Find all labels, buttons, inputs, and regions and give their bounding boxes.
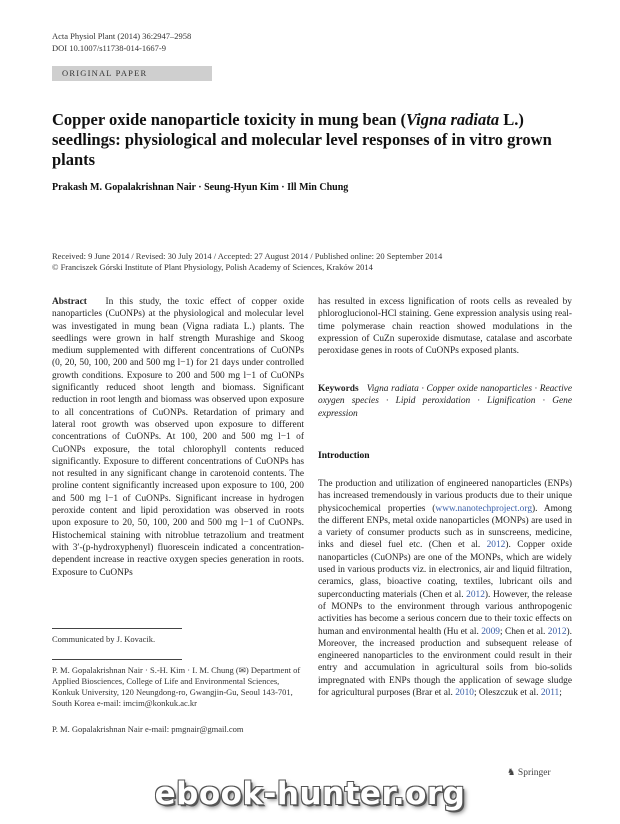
introduction-heading: Introduction — [318, 451, 370, 461]
intro-link-nanotech[interactable]: www.nanotechproject.org — [435, 503, 533, 514]
footnote-divider — [52, 659, 182, 660]
intro-link-ref[interactable]: 2012 — [486, 540, 506, 551]
intro-link-ref[interactable]: 2012 — [466, 589, 485, 600]
intro-text: The production and utilization of engineered nanoparticles (ENPs) has increased tremendously in various products due to their unique physicochemical properties ( — [318, 479, 572, 514]
intro-text: ; — [559, 688, 562, 699]
abstract-left-column — [52, 296, 304, 579]
title-italic: Vigna radiata — [406, 110, 500, 129]
publication-dates — [52, 251, 572, 273]
keywords-label: Keywords — [318, 384, 359, 394]
intro-text: ). However, the release of MONPs to the environment through various anthropogenic activities has become a serious concern due to their toxic effects on human and environmental health (Hu et al. — [318, 589, 572, 637]
author-list: Prakash M. Gopalakrishnan Nair · Seung-Hyun Kim · Ill Min Chung — [52, 182, 349, 193]
intro-link-ref[interactable]: 2010 — [455, 688, 474, 699]
intro-text: ). Moreover, the increased production and subsequent release of engineered nanoparticles to the environment could result in their entry and accumulation in agricultural soils from bio-solids impregnated with ENPs though the application of sewage sludge for agricultural purposes (Brar et al. — [318, 626, 572, 699]
journal-header — [52, 30, 191, 54]
title-part-1: Copper oxide nanoparticle toxicity in mung bean ( — [52, 110, 407, 129]
affiliation-1: P. M. Gopalakrishnan Nair · S.-H. Kim · I. M. Chung (✉) Department of Applied Biosciences, College of Life and Environmental Sciences, Konkuk University, 120 Neungdong-ro, Gwangjin-Gu, Seoul 143-701, South Korea e-mail: imcim@konkuk.ac.kr — [52, 665, 301, 708]
introduction-body — [318, 478, 572, 699]
journal-citation: Acta Physiol Plant (2014) 36:2947–2958 — [52, 31, 192, 41]
copyright-line: © Franciszek Górski Institute of Plant Physiology, Polish Academy of Sciences, Kraków 2014 — [52, 262, 373, 272]
intro-text: ). Among the different ENPs, metal oxide nanoparticles (MONPs) are used in a variety of consumer products such as in sunscreens, medicine, inks and diesel fuel etc. (Chen et al. — [318, 503, 572, 551]
dates-line: Received: 9 June 2014 / Revised: 30 July 2014 / Accepted: 27 August 2014 / Published online: 20 September 2014 — [52, 251, 443, 261]
title-part-2: L.) seedlings: physiological and molecular level responses of in vitro grown plants — [52, 110, 552, 169]
watermark-text: ebook-hunter.org — [154, 776, 466, 812]
paper-title — [52, 110, 572, 170]
intro-text: ; Chen et al. — [499, 626, 548, 637]
springer-horse-icon: ♞ — [507, 768, 516, 778]
journal-doi: DOI 10.1007/s11738-014-1667-9 — [52, 43, 166, 53]
publisher-name: Springer — [517, 768, 551, 778]
abstract-label: Abstract — [52, 297, 87, 307]
intro-text: ). Copper oxide nanoparticles (CuONPs) are one of the MONPs, which are widely used in various products viz. in electronics, air and liquid filtration, ceramics, glass, bioactive coating, textiles, lubricant oils and superconducting materials (Chen et al. — [318, 540, 572, 600]
footnote-divider — [52, 628, 182, 629]
abstract-text-left: In this study, the toxic effect of copper oxide nanoparticles (CuONPs) at the physiological and molecular level was investigated in mung bean (Vigna radiata L.) plants. The seedlings were grown in half strength Murashige and Skoog medium supplemented with different concentrations of CuONPs (0, 20, 50, 100, 200 and 500 mg l−1) for 21 days under controlled growth conditions. Exposure to 200 and 500 mg l−1 of CuONPs significantly reduced shoot length and biomass. Significant reduction in root length and biomass was observed upon exposure to all concentrations of CuONPs. Retardation of primary and lateral root growth was observed upon exposure to different concentrations of CuONPs. At 100, 200 and 500 mg l−1 of CuONPs exposure, the total chlorophyll contents reduced significantly. Exposure to different concentrations of CuONPs has not resulted in any significant change in carotenoid contents. The proline content significantly increased upon exposure to 100, 200 and 500 mg l−1 of CuONPs. Significant increase in hydrogen peroxide content and lipid peroxidation was observed in roots upon exposure to 20, 50, 100, 200 and 500 mg l−1 of CuONPs. Histochemical staining with nitroblue tetrazolium and treatment with 3′-(p-hydroxyphenyl) fluorescein indicated a concentration-dependent increase in reactive oxygen species generation in roots. Exposure to CuONPs — [52, 297, 305, 578]
intro-link-ref[interactable]: 2009 — [481, 626, 500, 637]
intro-link-ref[interactable]: 2011 — [540, 688, 560, 699]
abstract-text-right: has resulted in excess lignification of roots cells as revealed by phloroglucionol-HCl staining. Gene expression analysis using real-time polymerase chain reaction showed modulations in the expression of CuZn superoxide dismutase, catalase and ascorbate peroxidase genes in roots of CuONPs exposed plants. — [318, 297, 572, 357]
keywords-block — [318, 383, 572, 420]
intro-link-ref[interactable]: 2012 — [547, 626, 567, 637]
communicated-note: Communicated by J. Kovacik. — [52, 634, 156, 644]
intro-text: ; Oleszczuk et al. — [473, 688, 541, 699]
keywords-text: Vigna radiata · Copper oxide nanoparticles · Reactive oxygen species · Lipid peroxidation · Lignification · Gene expression — [318, 384, 572, 419]
abstract-right-column — [318, 296, 572, 357]
affiliation-2: P. M. Gopalakrishnan Nair e-mail: pmgnair@gmail.com — [52, 724, 244, 734]
section-label: ORIGINAL PAPER — [62, 68, 148, 78]
